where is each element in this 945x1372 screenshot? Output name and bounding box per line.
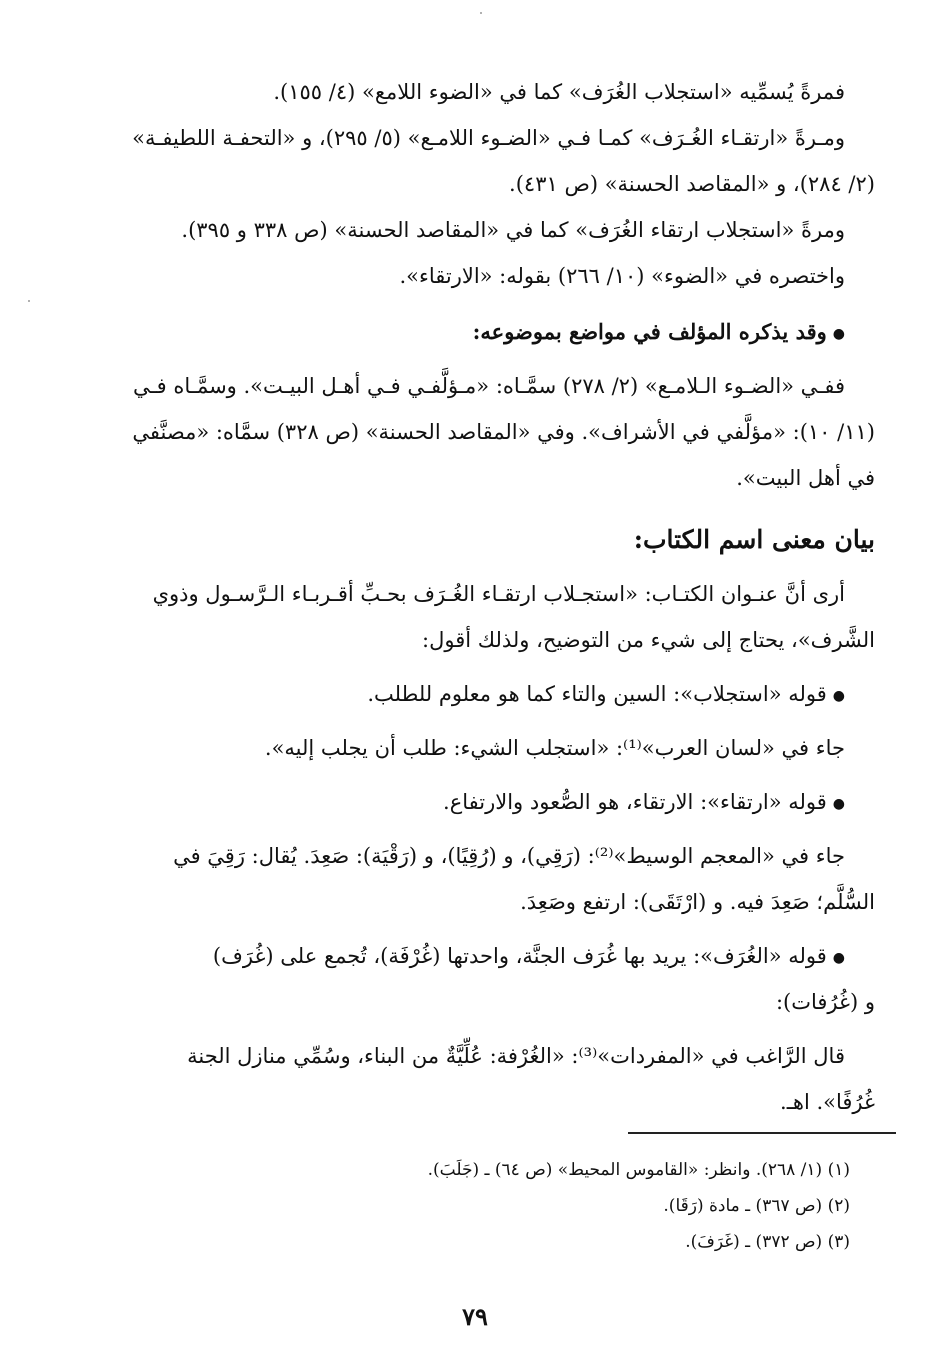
footnote: (١) (١/ ٢٦٨). وانظر: «القاموس المحيط» (ص ٦٤) ـ (جَلَبَ).	[427, 1160, 850, 1180]
bullet-item	[70, 788, 845, 818]
text-line: (١١/ ١٠): «مؤلَّفي في الأشراف». وفي «المقاصد الحسنة» (ص ٣٢٨) سمَّاه: «مصنَّفي	[132, 420, 875, 444]
text-line: ففـي «الضـوء الـلامـع» (٢/ ٢٧٨) سمَّـاه: «مـؤلَّفـي فـي أهـل البيـت». وسمَّـاه فـي	[133, 374, 845, 398]
bullet-icon: ●	[832, 687, 845, 704]
footnote: (٣) (ص ٣٧٢) ـ (غَرَفَ).	[685, 1232, 850, 1252]
text-line: جاء في «المعجم الوسيط»⁽²⁾: (رَقِي)، و (رُقِيًا)، و (رَقْيَة): صَعِدَ. يُقال: رَقِيَ في	[173, 844, 845, 868]
scan-speck	[28, 300, 30, 302]
footnote-divider	[628, 1132, 896, 1134]
footnote: (٢) (ص ٣٦٧) ـ مادة (رَقَا).	[663, 1196, 850, 1216]
text-line: غُرُفًا». اهـ.	[780, 1090, 875, 1114]
text-line: ومرةً «استجلاب ارتقاء الغُرَف» كما في «المقاصد الحسنة» (ص ٣٣٨ و ٣٩٥).	[181, 218, 845, 242]
text-line: السُّلَّم؛ صَعِدَ فيه. و (ارْتَقَى): ارتفع وصَعِدَ.	[520, 890, 875, 914]
text-line: الشَّرف»، يحتاج إلى شيء من التوضيح، ولذلك أقول:	[422, 628, 875, 652]
text-line: و (غُرُفات):	[775, 990, 875, 1014]
bullet-icon: ●	[832, 795, 845, 812]
bullet-item	[70, 680, 845, 710]
text-line: فمرةً يُسمِّيه «استجلاب الغُرَف» كما في «الضوء اللامع» (٤/ ١٥٥).	[273, 80, 845, 104]
text-line: في أهل البيت».	[736, 466, 875, 490]
bullet-text: قوله «ارتقاء»: الارتقاء، هو الصُّعود والارتفاع.	[443, 790, 827, 814]
page-number: ٧٩	[462, 1302, 488, 1331]
bullet-item	[70, 318, 845, 348]
text-line: جاء في «لسان العرب»⁽¹⁾: «استجلب الشيء: طلب أن يجلب إليه».	[264, 736, 845, 760]
text-line: ومـرةً «ارتقـاء الغُـرَف» كمـا فـي «الضـوء اللامـع» (٥/ ٢٩٥)، و «التحفـة اللطيفـة»	[132, 126, 845, 150]
bullet-text: قوله «الغُرَف»: يريد بها غُرَف الجنَّة، واحدتها (غُرْفَة)، تُجمع على (غُرَف)	[212, 944, 827, 968]
section-heading: بيان معنى اسم الكتاب:	[633, 525, 875, 554]
bullet-text: قوله «استجلاب»: السين والتاء كما هو معلوم للطلب.	[367, 682, 827, 706]
text-line: قال الرَّاغب في «المفردات»⁽³⁾: «الغُرْفة: عُلِّيَّةٌ من البناء، وسُمِّي منازل الجنة	[187, 1044, 845, 1068]
text-line: (٢/ ٢٨٤)، و «المقاصد الحسنة» (ص ٤٣١).	[509, 172, 875, 196]
bullet-item	[70, 942, 845, 972]
text-line: أرى أنَّ عنـوان الكتـاب: «استجـلاب ارتقـاء الغُـرَف بحـبِّ أقـربـاء الـرَّسـول وذوي	[152, 582, 845, 606]
text-line: واختصره في «الضوء» (١٠/ ٢٦٦) بقوله: «الارتقاء».	[399, 264, 845, 288]
bullet-icon: ●	[832, 325, 845, 342]
bullet-text: وقد يذكره المؤلف في مواضع بموضوعه:	[472, 319, 827, 344]
scan-speck	[480, 12, 482, 14]
bullet-icon: ●	[832, 949, 845, 966]
